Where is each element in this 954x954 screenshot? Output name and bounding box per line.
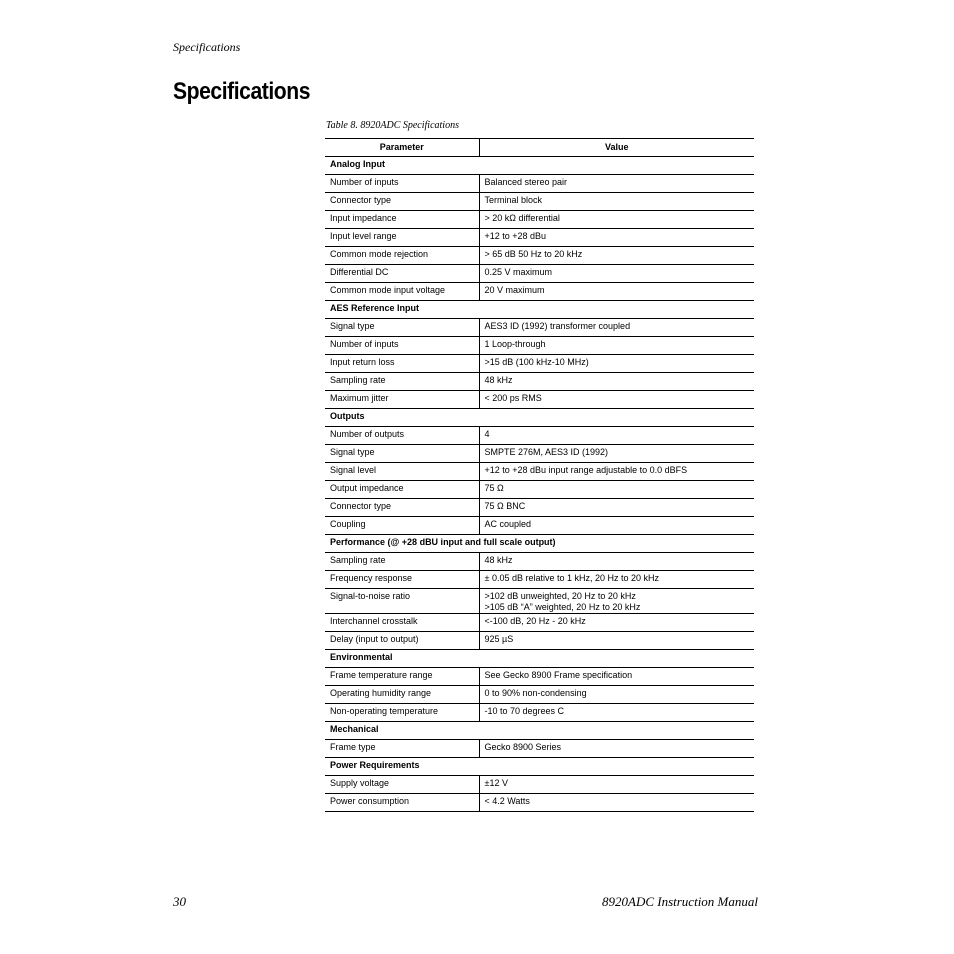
value-cell: 0.25 V maximum <box>479 265 754 283</box>
parameter-cell: Connector type <box>325 193 479 211</box>
value-cell: 0 to 90% non-condensing <box>479 686 754 704</box>
table-row <box>325 499 754 517</box>
parameter-cell: Input level range <box>325 229 479 247</box>
table-row <box>325 373 754 391</box>
value-cell: 1 Loop-through <box>479 337 754 355</box>
table-row <box>325 229 754 247</box>
value-cell: > 20 kΩ differential <box>479 211 754 229</box>
value-cell: 48 kHz <box>479 553 754 571</box>
section-row <box>325 758 754 776</box>
table-row <box>325 193 754 211</box>
table-row <box>325 668 754 686</box>
parameter-cell: Input return loss <box>325 355 479 373</box>
parameter-cell: Number of inputs <box>325 337 479 355</box>
section-heading: AES Reference Input <box>325 301 754 319</box>
table-row <box>325 740 754 758</box>
table-row <box>325 427 754 445</box>
table-row <box>325 632 754 650</box>
section-row <box>325 409 754 427</box>
table-row <box>325 571 754 589</box>
table-row <box>325 589 754 614</box>
parameter-cell: Connector type <box>325 499 479 517</box>
table-row <box>325 445 754 463</box>
table-row <box>325 686 754 704</box>
table-row <box>325 247 754 265</box>
table-caption: Table 8. 8920ADC Specifications <box>326 120 459 131</box>
section-heading: Environmental <box>325 650 754 668</box>
table-row <box>325 463 754 481</box>
value-cell: < 200 ps RMS <box>479 391 754 409</box>
parameter-cell: Signal type <box>325 319 479 337</box>
parameter-cell: Interchannel crosstalk <box>325 614 479 632</box>
manual-title: 8920ADC Instruction Manual <box>602 894 758 909</box>
value-cell: 75 Ω BNC <box>479 499 754 517</box>
table-row <box>325 614 754 632</box>
table-header-row <box>325 139 754 157</box>
parameter-cell: Coupling <box>325 517 479 535</box>
table-row <box>325 283 754 301</box>
parameter-cell: Power consumption <box>325 794 479 812</box>
section-heading: Power Requirements <box>325 758 754 776</box>
value-cell: See Gecko 8900 Frame specification <box>479 668 754 686</box>
parameter-cell: Output impedance <box>325 481 479 499</box>
value-cell: < 4.2 Watts <box>479 794 754 812</box>
parameter-cell: Number of outputs <box>325 427 479 445</box>
value-cell: 4 <box>479 427 754 445</box>
value-cell: Terminal block <box>479 193 754 211</box>
value-cell: -10 to 70 degrees C <box>479 704 754 722</box>
value-cell: ± 0.05 dB relative to 1 kHz, 20 Hz to 20 kHz <box>479 571 754 589</box>
parameter-cell: Supply voltage <box>325 776 479 794</box>
parameter-cell: Delay (input to output) <box>325 632 479 650</box>
table-row <box>325 481 754 499</box>
table-row <box>325 517 754 535</box>
spec-table-body <box>325 157 754 812</box>
header-value: Value <box>479 139 754 157</box>
parameter-cell: Common mode input voltage <box>325 283 479 301</box>
value-cell: SMPTE 276M, AES3 ID (1992) <box>479 445 754 463</box>
parameter-cell: Frame type <box>325 740 479 758</box>
value-cell: 20 V maximum <box>479 283 754 301</box>
parameter-cell: Sampling rate <box>325 373 479 391</box>
value-cell: 75 Ω <box>479 481 754 499</box>
spec-table <box>325 138 754 812</box>
section-row <box>325 535 754 553</box>
page-title: Specifications <box>173 78 311 105</box>
section-row <box>325 722 754 740</box>
table-row <box>325 175 754 193</box>
parameter-cell: Non-operating temperature <box>325 704 479 722</box>
parameter-cell: Sampling rate <box>325 553 479 571</box>
section-row <box>325 650 754 668</box>
section-heading: Performance (@ +28 dBU input and full scale output) <box>325 535 754 553</box>
section-row <box>325 301 754 319</box>
table-row <box>325 337 754 355</box>
value-cell: >102 dB unweighted, 20 Hz to 20 kHz >105 dB “A” weighted, 20 Hz to 20 kHz <box>479 589 754 614</box>
table-row <box>325 794 754 812</box>
table-row <box>325 776 754 794</box>
value-cell: AC coupled <box>479 517 754 535</box>
table-row <box>325 265 754 283</box>
parameter-cell: Signal-to-noise ratio <box>325 589 479 614</box>
value-cell: Gecko 8900 Series <box>479 740 754 758</box>
value-cell: +12 to +28 dBu <box>479 229 754 247</box>
section-heading: Analog Input <box>325 157 754 175</box>
value-cell: >15 dB (100 kHz-10 MHz) <box>479 355 754 373</box>
parameter-cell: Frequency response <box>325 571 479 589</box>
value-cell: +12 to +28 dBu input range adjustable to 0.0 dBFS <box>479 463 754 481</box>
table-row <box>325 391 754 409</box>
table-row <box>325 704 754 722</box>
table-row <box>325 553 754 571</box>
value-cell: AES3 ID (1992) transformer coupled <box>479 319 754 337</box>
parameter-cell: Input impedance <box>325 211 479 229</box>
running-head: Specifications <box>173 40 241 54</box>
section-heading: Mechanical <box>325 722 754 740</box>
table-row <box>325 211 754 229</box>
section-row <box>325 157 754 175</box>
value-cell: 925 µS <box>479 632 754 650</box>
parameter-cell: Differential DC <box>325 265 479 283</box>
value-cell: ±12 V <box>479 776 754 794</box>
value-cell: <-100 dB, 20 Hz - 20 kHz <box>479 614 754 632</box>
parameter-cell: Common mode rejection <box>325 247 479 265</box>
parameter-cell: Maximum jitter <box>325 391 479 409</box>
page-number: 30 <box>173 894 186 909</box>
parameter-cell: Signal level <box>325 463 479 481</box>
value-cell: > 65 dB 50 Hz to 20 kHz <box>479 247 754 265</box>
parameter-cell: Number of inputs <box>325 175 479 193</box>
section-heading: Outputs <box>325 409 754 427</box>
table-row <box>325 355 754 373</box>
parameter-cell: Operating humidity range <box>325 686 479 704</box>
parameter-cell: Frame temperature range <box>325 668 479 686</box>
parameter-cell: Signal type <box>325 445 479 463</box>
value-cell: Balanced stereo pair <box>479 175 754 193</box>
value-cell: 48 kHz <box>479 373 754 391</box>
table-row <box>325 319 754 337</box>
header-parameter: Parameter <box>325 139 479 157</box>
